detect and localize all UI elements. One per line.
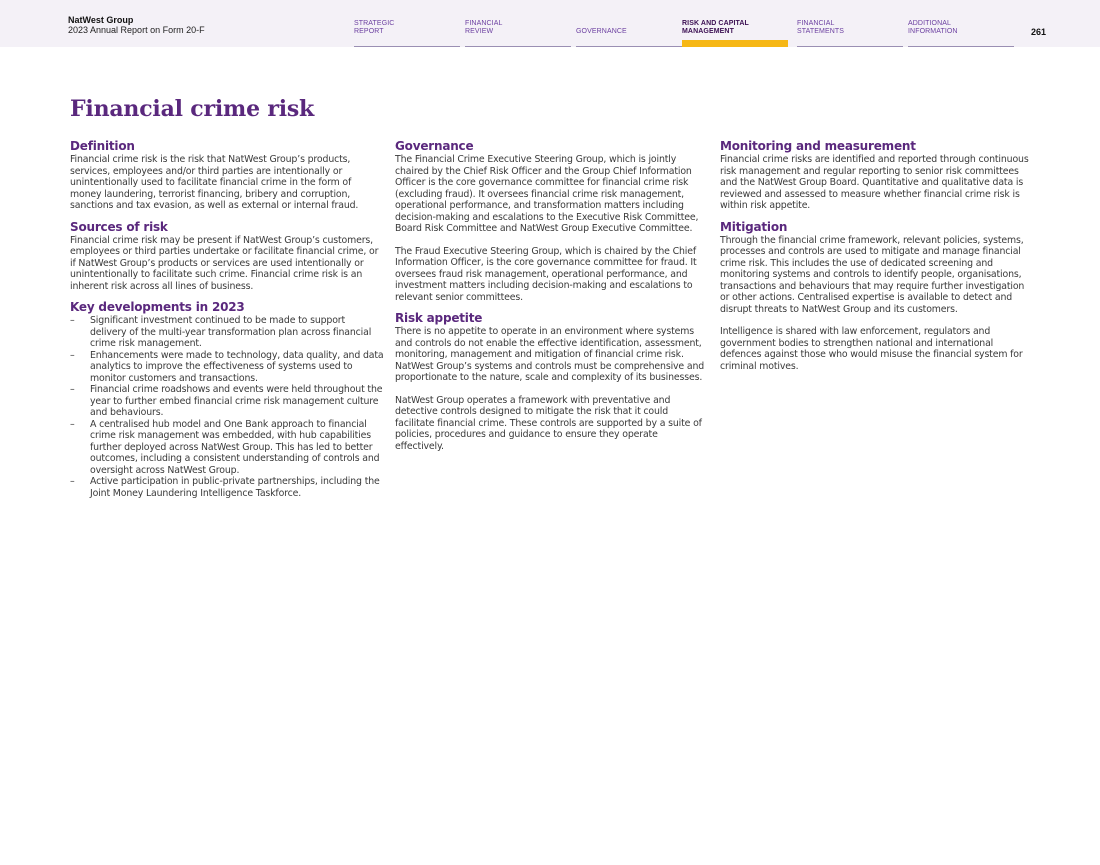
brand-block — [68, 15, 205, 36]
column-right — [720, 139, 1034, 372]
nav-tab-financial-review[interactable] — [465, 20, 571, 47]
nav-tab-additional-information[interactable] — [908, 20, 1014, 47]
header-bar — [0, 0, 1100, 47]
brand-name: NatWest Group — [68, 15, 134, 25]
governance-section — [395, 139, 709, 303]
nav-tab-label: RISK AND CAPITAL MANAGEMENT — [682, 20, 749, 35]
mitigation-heading: Mitigation — [720, 219, 788, 234]
monitoring-section — [720, 139, 1034, 212]
nav-tab-governance[interactable] — [576, 20, 682, 47]
bullet-dash: – — [70, 384, 75, 395]
nav-tab-strategic-report[interactable] — [354, 20, 460, 47]
governance-paragraph-1: The Financial Crime Executive Steering Group, which is jointly chaired by the Chief Risk Officer and the Group Chief Information Officer is the core governance committee for financial crime risk (excluding fraud). It oversees financial crime risk management, operational performance, and transformation matters including decision-making and escalations to the Executive Risk Committee, Board Risk Committee and NatWest Group Executive Committee. — [395, 154, 699, 234]
risk-appetite-section — [395, 311, 709, 452]
definition-text: Financial crime risk is the risk that NatWest Group’s products, services, employees and/or third parties are intentionally or unintentionally used to facilitate financial crime in the form of money laundering, terrorist financing, bribery and corruption, sanctions and tax evasion, as well as external or internal fraud. — [70, 154, 359, 211]
nav-tab-risk-and-capital-management[interactable] — [682, 20, 788, 47]
list-item-text: A centralised hub model and One Bank approach to financial crime risk management was embedded, with hub capabilities further deployed across NatWest Group. This has led to better outcomes, including a consistent understanding of controls and oversight across NatWest Group. — [90, 418, 380, 476]
bullet-dash: – — [70, 476, 75, 487]
risk-appetite-paragraph-2: NatWest Group operates a framework with preventative and detective controls designed to mitigate the risk that it could facilitate financial crime. These controls are supported by a suite of policies, procedures and guidance to ensure they operate effectively. — [395, 394, 702, 452]
list-item — [70, 384, 384, 419]
mitigation-section — [720, 220, 1034, 373]
monitoring-text: Financial crime risks are identified and reported through continuous risk management and regular reporting to senior risk committees and the NatWest Group Board. Quantitative and qualitative data is reviewed and assessed to measure whether financial crime risk is within risk appetite. — [720, 154, 1029, 211]
list-item-text: Enhancements were made to technology, data quality, and data analytics to improve the effectiveness of systems used to monitor customers and transactions. — [90, 349, 384, 384]
nav-tab-financial-statements[interactable] — [797, 20, 903, 47]
nav-tab-label: FINANCIAL STATEMENTS — [797, 20, 845, 35]
column-left — [70, 139, 384, 499]
definition-heading: Definition — [70, 139, 135, 153]
risk-appetite-paragraph-1: There is no appetite to operate in an environment where systems and controls do not enable the effective identification, assessment, monitoring, management and mitigation of financial crime risk. NatWest Group’s systems and controls must be comprehensive and proportionate to the nature, scale and complexity of its businesses. — [395, 326, 705, 383]
definition-section — [70, 139, 384, 212]
monitoring-heading: Monitoring and measurement — [720, 139, 916, 153]
bullet-dash: – — [70, 349, 75, 361]
mitigation-paragraph-2: Intelligence is shared with law enforcement, regulators and government bodies to strengthen national and international defences against those who would misuse the financial system for criminal motives. — [720, 326, 1023, 372]
list-item-text: Significant investment continued to be made to support delivery of the multi-year transformation plan across financial crime risk management. — [90, 315, 372, 349]
page-number: 261 — [1030, 27, 1046, 37]
list-item-text: Active participation in public-private partnerships, including the Joint Money Laundering Intelligence Taskforce. — [90, 476, 380, 499]
report-subtitle: 2023 Annual Report on Form 20-F — [68, 25, 205, 35]
mitigation-paragraph-1: Through the financial crime framework, relevant policies, systems, processes and controls are used to mitigate and manage financial crime risk. This includes the use of dedicated screening and monitoring systems and controls to identify people, organisations, transactions and behaviours that may require further investigation or other actions. Centralised expertise is available to detect and disrupt threats to NatWest Group and its customers. — [720, 234, 1025, 315]
column-middle — [395, 139, 709, 452]
governance-heading: Governance — [395, 139, 474, 153]
sources-heading: Sources of risk — [70, 219, 168, 234]
nav-tab-label: FINANCIAL REVIEW — [465, 20, 503, 35]
sources-text: Financial crime risk may be present if NatWest Group’s customers, employees or third parties undertake or facilitate financial crime, or if NatWest Group’s products or services are used intentionally or unintentionally to facilitate such crime. Financial crime risk is an inherent risk across all lines of business. — [70, 234, 379, 292]
page-title: Financial crime risk — [70, 96, 315, 122]
key-developments-list — [70, 315, 384, 499]
active-tab-indicator — [682, 40, 788, 47]
sources-section — [70, 220, 384, 293]
list-item — [70, 476, 384, 499]
nav-tab-label: ADDITIONAL INFORMATION — [908, 20, 958, 35]
nav-tab-label: STRATEGIC REPORT — [354, 20, 395, 35]
governance-paragraph-2: The Fraud Executive Steering Group, which is chaired by the Chief Information Officer, is the core governance committee for fraud. It oversees fraud risk management, operational performance, and investment matters including decision-making and escalations to relevant senior committees. — [395, 245, 697, 303]
list-item — [70, 350, 384, 385]
list-item — [70, 315, 384, 350]
key-developments-section — [70, 300, 384, 499]
nav-tab-label: GOVERNANCE — [576, 28, 627, 35]
bullet-dash: – — [70, 418, 75, 430]
risk-appetite-heading: Risk appetite — [395, 311, 483, 325]
bullet-dash: – — [70, 315, 75, 326]
key-developments-heading: Key developments in 2023 — [70, 300, 245, 314]
list-item-text: Financial crime roadshows and events were held throughout the year to further embed financial crime risk management culture and behaviours. — [90, 384, 383, 418]
list-item — [70, 419, 384, 477]
